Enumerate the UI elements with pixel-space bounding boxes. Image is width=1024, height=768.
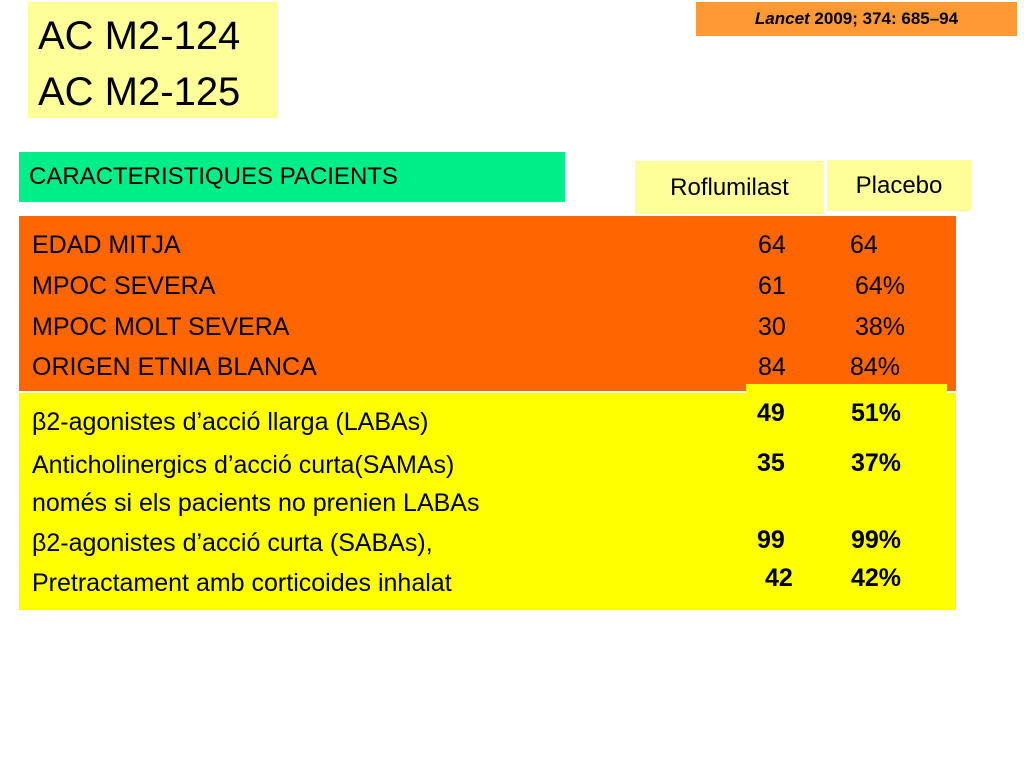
laba-values-highlight — [746, 384, 947, 440]
roflumilast-value: 30 — [758, 313, 786, 341]
placebo-value: 99% — [851, 526, 902, 554]
placebo-value: 42% — [851, 564, 902, 592]
column-header-placebo: Placebo — [827, 160, 971, 211]
roflumilast-value: 61 — [758, 272, 786, 300]
row-label: Pretractament amb corticoides inhalat — [32, 569, 452, 597]
row-label: β2-agonistes d’acció llarga (LABAs) — [32, 408, 429, 436]
roflumilast-value: 84 — [758, 353, 786, 381]
placebo-value: 64 — [850, 231, 878, 259]
row-label: només si els pacients no prenien LABAs — [32, 489, 480, 517]
row-label: MPOC SEVERA — [32, 272, 216, 300]
placebo-value: 38% — [855, 313, 906, 341]
placebo-value: 37% — [851, 449, 902, 477]
demographics-panel — [19, 216, 956, 391]
roflumilast-value: 49 — [757, 399, 785, 427]
placebo-value: 51% — [851, 399, 902, 427]
section-heading: CARACTERISTIQUES PACIENTS — [19, 152, 565, 202]
row-label: ORIGEN ETNIA BLANCA — [32, 353, 317, 381]
placebo-value: 64% — [855, 272, 906, 300]
row-label: EDAD MITJA — [32, 231, 181, 259]
row-label: MPOC MOLT SEVERA — [32, 313, 290, 341]
title-box — [28, 2, 278, 118]
title-line-2: AC M2-125 — [38, 70, 241, 114]
title-line-1: AC M2-124 — [38, 14, 241, 58]
column-header-roflumilast: Roflumilast — [635, 161, 824, 214]
row-label: β2-agonistes d’acció curta (SABAs), — [32, 529, 433, 557]
placebo-value: 84% — [850, 353, 901, 381]
roflumilast-value: 35 — [757, 449, 785, 477]
roflumilast-value: 99 — [757, 526, 785, 554]
row-label: Anticholinergics d’acció curta(SAMAs) — [32, 451, 455, 479]
roflumilast-value: 42 — [765, 564, 793, 592]
reference-citation: 2009; 374: 685–94 — [809, 9, 959, 28]
reference-journal: Lancet — [754, 9, 810, 28]
roflumilast-value: 64 — [758, 231, 786, 259]
reference-badge — [696, 2, 1017, 36]
